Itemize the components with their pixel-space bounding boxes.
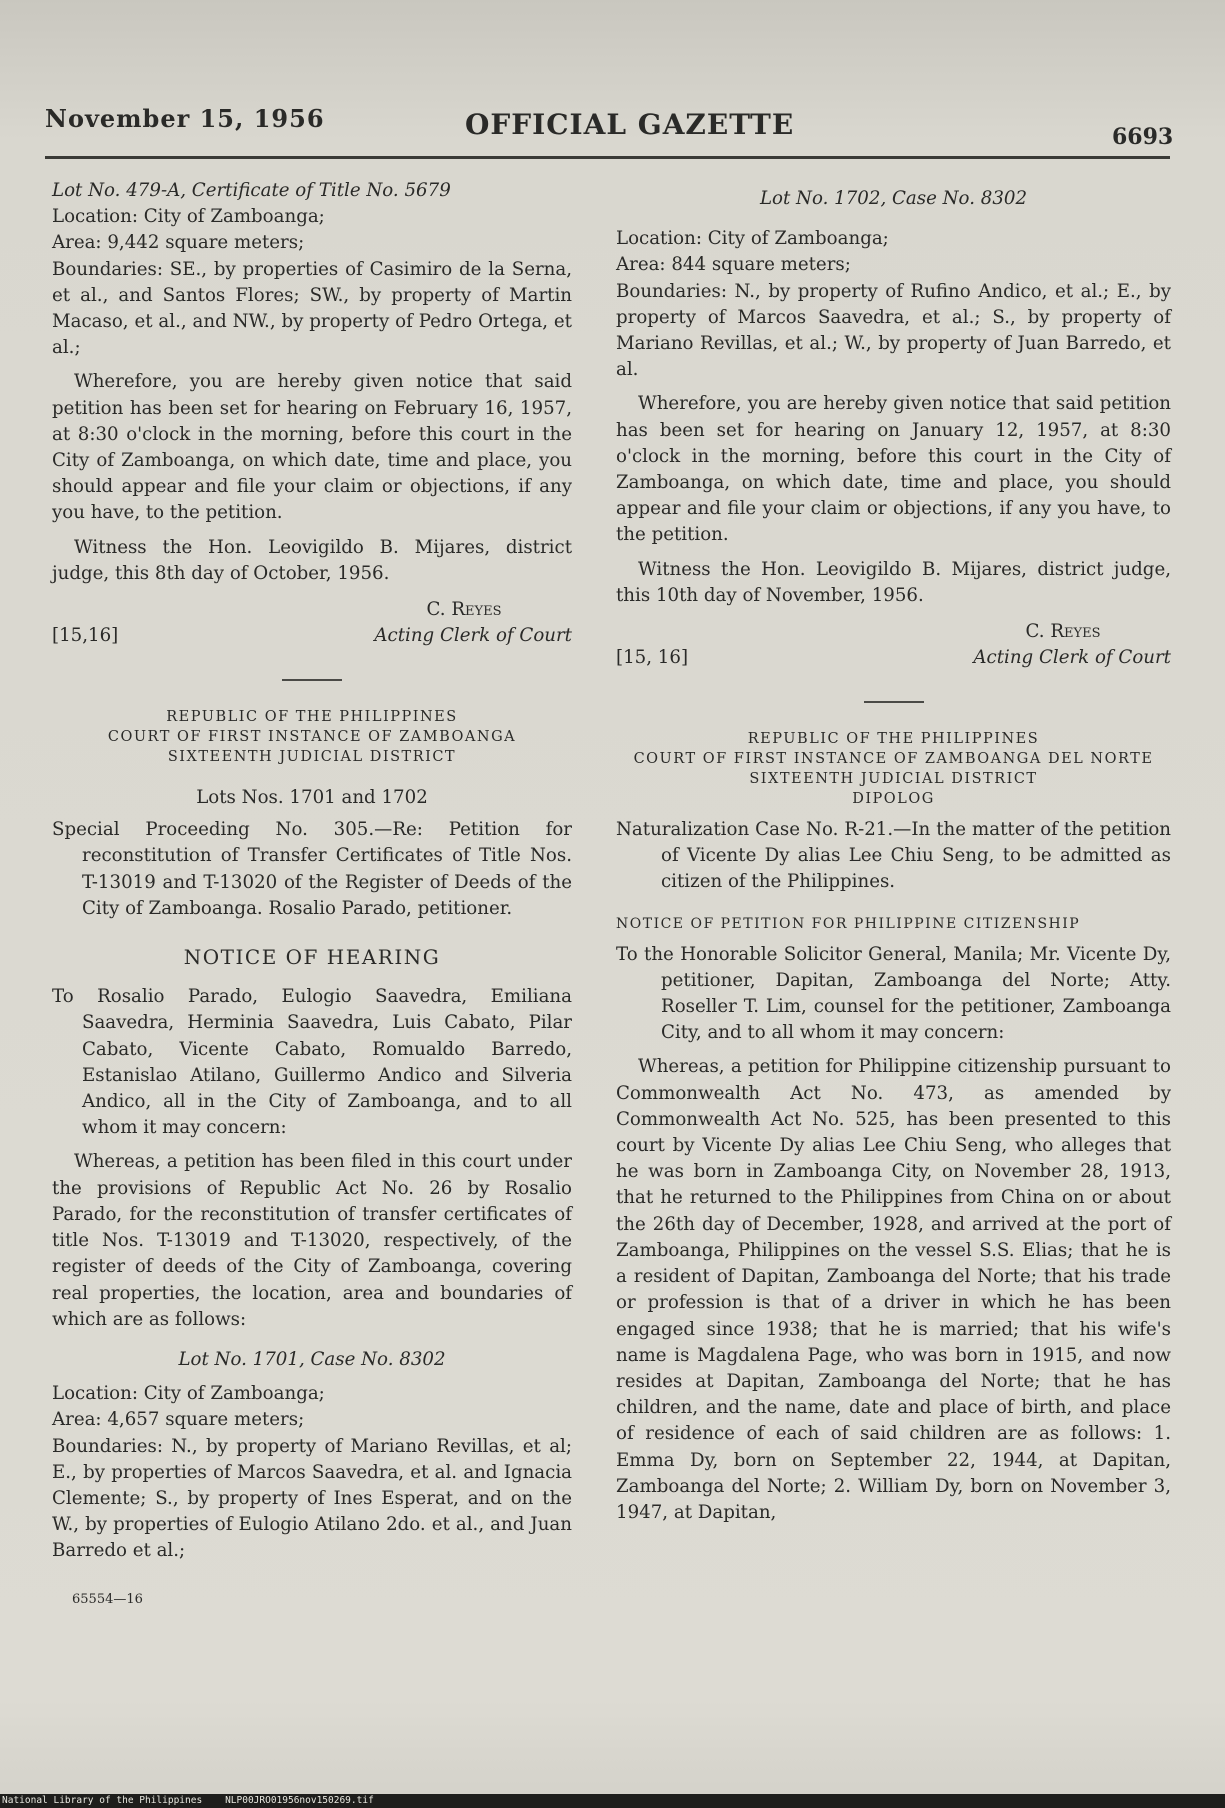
lot1702-area: Area: 844 square meters; bbox=[616, 254, 851, 276]
header-title: OFFICIAL GAZETTE bbox=[465, 108, 795, 141]
lot1701-heading: Lot No. 1701, Case No. 8302 bbox=[178, 1348, 446, 1370]
clerk-title-2: Acting Clerk of Court bbox=[973, 646, 1171, 668]
signature-block-1 bbox=[52, 597, 572, 653]
witness-paragraph-2: Witness the Hon. Leovigildo B. Mijares, district judge, this 10th day of November, 1956. bbox=[616, 558, 1171, 606]
lot479-heading: Lot No. 479-A, Certificate of Title No. 5679 bbox=[52, 180, 451, 201]
naturalization-caption: Naturalization Case No. R-21.—In the matter of the petition of Vicente Dy alias Lee Chiu Seng, to be admitted as citizen of the Philippines. bbox=[616, 819, 1171, 893]
wherefore-paragraph-1: Wherefore, you are hereby given notice that said petition has been set for hearing on February 16, 1957, at 8:30 o'clock in the morning, before this court in the City of Zamboanga, on which date, time and place, you should appear and file your claim or objections, if any you have, to the petition. bbox=[52, 371, 572, 524]
notice-of-petition-title: NOTICE OF PETITION FOR PHILIPPINE CITIZENSHIP bbox=[616, 915, 1081, 932]
issue-ref-1: [15,16] bbox=[52, 624, 119, 646]
issue-ref-2: [15, 16] bbox=[616, 646, 689, 668]
lot1702-heading: Lot No. 1702, Case No. 8302 bbox=[759, 188, 1028, 209]
lots-title: Lots Nos. 1701 and 1702 bbox=[196, 787, 428, 809]
addressees-paragraph: To Rosalio Parado, Eulogio Saavedra, Emiliana Saavedra, Herminia Saavedra, Luis Cabato, Pilar Cabato, Vicente Cabato, Romualdo Barredo, Estanislao Atilano, Guillermo Andico and Silveria Andico, all in the City of Zamboanga, and to all whom it may concern: bbox=[52, 986, 572, 1139]
right-column bbox=[616, 178, 1171, 1526]
lot1702-location: Location: City of Zamboanga; bbox=[616, 228, 889, 250]
header-date: November 15, 1956 bbox=[45, 104, 325, 133]
special-proceeding-caption: Special Proceeding No. 305.—Re: Petition for reconstitution of Transfer Certificates of Title Nos. T-13019 and T-13020 of the Register of Deeds of the City of Zamboanga. Rosalio Parado, petitioner. bbox=[52, 819, 572, 919]
whereas-petition-paragraph: Whereas, a petition for Philippine citizenship pursuant to Commonwealth Act No. 473, as amended by Commonwealth Act No. 525, has been presented to this court by Vicente Dy alias Lee Chiu Seng, who alleges that he was born in Zamboanga City, on November 28, 1913, that he returned to the Philippines from China on or about the 26th day of December, 1928, and arrived at the port of Zamboanga, Philippines on the vessel S.S. Elias; that he is a resident of Dapitan, Zamboanga del Norte; that his trade or profession is that of a driver in which he has been engaged since 1938; that he is married; that his wife's name is Magdalena Page, who was born in 1915, and now resides at Dapitan, Zamboanga del Norte; that he has children, and the name, date and place of birth, and place of residence of each of said children are as follows: 1. Emma Dy, born on September 22, 1944, at Dapitan, Zamboanga del Norte; 2. William Dy, born on November 3, 1947, at Dapitan, bbox=[616, 1056, 1171, 1523]
lot1701-location: Location: City of Zamboanga; bbox=[52, 1383, 325, 1405]
court-header-line-3: SIXTEENTH JUDICIAL DISTRICT bbox=[749, 771, 1038, 788]
file-name: NLP00JRO01956nov150269.tif bbox=[225, 1795, 374, 1806]
clerk-title-1: Acting Clerk of Court bbox=[374, 624, 572, 646]
court-header-line-1: REPUBLIC OF THE PHILIPPINES bbox=[747, 731, 1040, 748]
library-name: National Library of the Philippines bbox=[2, 1795, 203, 1806]
court-header-line-4: DIPOLOG bbox=[852, 791, 935, 808]
signature-block-2 bbox=[616, 619, 1171, 675]
clerk-name-2: C. Reyes bbox=[1025, 621, 1101, 643]
section-divider bbox=[864, 701, 924, 703]
lot1701-boundaries: Boundaries: N., by property of Mariano Revillas, et al; E., by properties of Marcos Saavedra, et al. and Ignacia Clemente; S., by property of Ines Esperat, and on the W., by properties of Eulogio Atilano 2do. et al., and Juan Barredo et al.; bbox=[52, 1435, 572, 1562]
wherefore-paragraph-2: Wherefore, you are hereby given notice that said petition has been set for hearing on January 12, 1957, at 8:30 o'clock in the morning, before this court in the City of Zamboanga, on which date, time and place, you should appear and file your claim or objections, if any you have, to the petition. bbox=[616, 393, 1171, 546]
header-rule bbox=[45, 156, 1170, 159]
notice-of-hearing-title: NOTICE OF HEARING bbox=[183, 945, 441, 970]
solicitor-addressees: To the Honorable Solicitor General, Manila; Mr. Vicente Dy, petitioner, Dapitan, Zamboanga del Norte; Atty. Roseller T. Lim, counsel for the petitioner, Zamboanga City, and to all whom it may concern: bbox=[616, 943, 1171, 1044]
clerk-name-1: C. Reyes bbox=[426, 599, 502, 621]
print-code: 65554—16 bbox=[72, 1591, 143, 1607]
whereas-paragraph: Whereas, a petition has been filed in this court under the provisions of Republic Act No. 26 by Rosalio Parado, for the reconstitution of transfer certificates of title Nos. T-13019 and T-13020, respectively, of the register of deeds of the City of Zamboanga, covering real properties, the location, area and boundaries of which are as follows: bbox=[52, 1151, 572, 1330]
lot1702-boundaries: Boundaries: N., by property of Rufino Andico, et al.; E., by property of Marcos Saavedra, et al.; S., by property of Mariano Revillas, et al.; W., by property of Juan Barredo, et al. bbox=[616, 280, 1171, 381]
lot1701-area: Area: 4,657 square meters; bbox=[52, 1409, 305, 1431]
page-number: 6693 bbox=[1112, 124, 1174, 150]
lot479-boundaries: Boundaries: SE., by properties of Casimiro de la Serna, et al., and Santos Flores; SW., by property of Martin Macaso, et al., and NW., by property of Pedro Ortega, et al.; bbox=[52, 258, 572, 359]
left-column bbox=[52, 178, 572, 1613]
section-divider bbox=[282, 679, 342, 681]
scan-footer-text bbox=[2, 1795, 374, 1806]
court-header-line-3: SIXTEENTH JUDICIAL DISTRICT bbox=[167, 749, 457, 766]
court-header-line-2: COURT OF FIRST INSTANCE OF ZAMBOANGA DEL NORTE bbox=[633, 751, 1154, 768]
lot479-location: Location: City of Zamboanga; bbox=[52, 206, 325, 228]
court-header-line-2: COURT OF FIRST INSTANCE OF ZAMBOANGA bbox=[107, 729, 517, 746]
lot479-area: Area: 9,442 square meters; bbox=[52, 232, 305, 254]
witness-paragraph-1: Witness the Hon. Leovigildo B. Mijares, district judge, this 8th day of October, 1956. bbox=[52, 536, 572, 584]
court-header-line-1: REPUBLIC OF THE PHILIPPINES bbox=[166, 709, 458, 726]
